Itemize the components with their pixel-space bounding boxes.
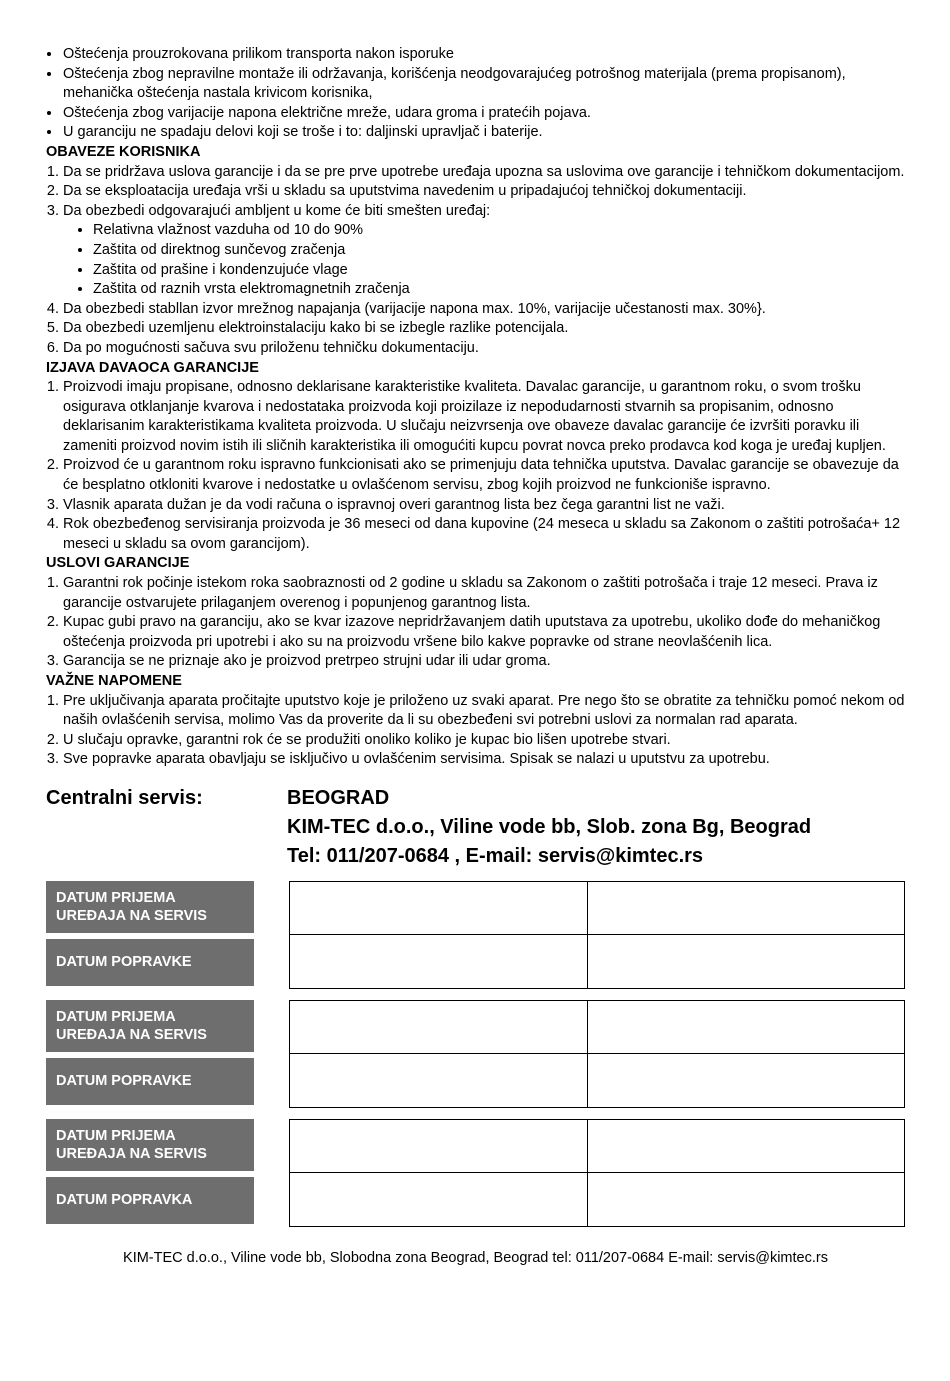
- list-item: • Zaštita od direktnog sunčevog zračenja: [93, 241, 905, 261]
- list-item: 3. Garancija se ne priznaje ako je proizvod pretrpeo strujni udar ili udar groma.: [63, 652, 905, 672]
- central-service-label: Centralni servis:: [46, 786, 203, 809]
- repair-date-cell: [588, 1173, 904, 1226]
- section-vazne-napomene: [46, 672, 905, 770]
- list-item: 6. Da po mogućnosti sačuva svu priloženu tehničku dokumentaciju.: [63, 339, 905, 359]
- receive-date-label: DATUM PRIJEMA UREĐAJA NA SERVIS: [46, 1119, 254, 1171]
- section-heading: VAŽNE NAPOMENE: [46, 673, 182, 689]
- repair-date-cell: [290, 1173, 588, 1226]
- list-item: 2. U slučaju opravke, garantni rok će se produžiti onoliko koliko je kupac bio lišen upotrebe stvari.: [63, 731, 905, 751]
- table-row: [290, 1120, 904, 1173]
- section-heading: IZJAVA DAVAOCA GARANCIJE: [46, 359, 259, 376]
- service-date-group-1: [46, 881, 905, 989]
- receive-date-cell: [588, 1001, 904, 1053]
- list-item: 3. Sve popravke aparata obavljaju se isključivo u ovlašćenim servisima. Spisak se nalazi u uputstvu za upotrebu.: [63, 750, 905, 770]
- list-item: • Zaštita od prašine i kondenzujuće vlage: [93, 261, 905, 281]
- intro-bullet-list: [46, 45, 905, 143]
- section-heading: OBAVEZE KORISNIKA: [46, 143, 201, 160]
- table-row: [290, 1001, 904, 1054]
- section-obaveze-korisnika: [46, 143, 905, 359]
- repair-date-label: DATUM POPRAVKE: [46, 1058, 254, 1105]
- repair-date-cell: [290, 1054, 588, 1107]
- service-date-cells: [289, 1119, 905, 1227]
- list-item: 5. Da obezbedi uzemljenu elektroinstalaciju kako bi se izbegle razlike potencijala.: [63, 319, 905, 339]
- list-item: • U garanciju ne spadaju delovi koji se troše i to: daljinski upravljač i baterije.: [62, 123, 905, 143]
- receive-date-cell: [588, 1120, 904, 1172]
- service-address: KIM-TEC d.o.o., Viline vode bb, Slob. zona Bg, Beograd: [287, 815, 812, 838]
- service-date-labels: [46, 1000, 254, 1108]
- repair-date-cell: [290, 935, 588, 988]
- service-date-labels: [46, 1119, 254, 1227]
- list-item: 3. Vlasnik aparata dužan je da vodi računa o ispravnoj overi garantnog lista bez čega garantni list ne važi.: [63, 496, 905, 516]
- list-item: • Relativna vlažnost vazduha od 10 do 90%: [93, 221, 905, 241]
- napomene-list: [46, 692, 905, 770]
- repair-date-cell: [588, 935, 904, 988]
- service-date-cells: [289, 1000, 905, 1108]
- table-row: [290, 1173, 904, 1226]
- list-item: 1. Pre uključivanja aparata pročitajte uputstvo koje je priloženo uz svaki aparat. Pre nego što se obratite za tehničku pomoć nekom od naših ovlašćenih servisa, molimo Vas da proverite da li su obezbeđeni svi potrebni uslovi za normalan rad aparata.: [63, 692, 905, 731]
- service-date-group-3: [46, 1119, 905, 1227]
- receive-date-cell: [290, 1001, 588, 1053]
- footer-contact-line: KIM-TEC d.o.o., Viline vode bb, Slobodna zona Beograd, Beograd tel: 011/207-0684 E-mail: servis@kimtec.rs: [123, 1249, 828, 1266]
- service-date-table: [46, 881, 905, 1227]
- list-item: 1. Proizvodi imaju propisane, odnosno deklarisane karakteristike kvaliteta. Davalac garancije, u garantnom roku, o svom trošku osigurava otklanjanje kvarova i nedostataka proizvoda koji proizilaze iz nepodudarnosti stvarnih sa propisanim, odnosno deklarisanim karakteristikama kvaliteta proizvoda. U slučaju neizvrsenja ove obaveze davalac garancije će izvršiti poravku ili zameniti proizvod novim istih ili sličnih karakteristika ili omogućiti kupcu povrat novca preko prodavca kod koga je uređaj kupljen.: [63, 378, 905, 456]
- service-date-group-2: [46, 1000, 905, 1108]
- list-item: • Oštećenja zbog varijacije napona električne mreže, udara groma i pratećih pojava.: [62, 104, 905, 124]
- receive-date-cell: [588, 882, 904, 934]
- service-contact: Tel: 011/207-0684 , E-mail: servis@kimtec.rs: [287, 844, 704, 867]
- repair-date-label: DATUM POPRAVKE: [46, 939, 254, 986]
- service-city: BEOGRAD: [287, 786, 390, 809]
- receive-date-cell: [290, 882, 588, 934]
- section-heading: USLOVI GARANCIJE: [46, 555, 190, 572]
- ambient-conditions-list: [77, 221, 905, 299]
- repair-date-label: DATUM POPRAVKA: [46, 1177, 254, 1224]
- table-row: [290, 1054, 904, 1107]
- list-item: 4. Rok obezbeđenog servisiranja proizvoda je 36 meseci od dana kupovine (24 meseca u skladu sa Zakonom o zaštiti potrošaća+ 12 meseci u skladu sa ovom garancijom).: [63, 515, 905, 554]
- table-row: [290, 882, 904, 935]
- service-date-cells: [289, 881, 905, 989]
- table-row: [290, 935, 904, 988]
- list-item: • Oštećenja prouzrokovana prilikom transporta nakon isporuke: [62, 45, 905, 65]
- repair-date-cell: [588, 1054, 904, 1107]
- list-item: • Oštećenja zbog nepravilne montaže ili održavanja, korišćenja neodgovarajućeg potrošnog materijala (prema propisanom), mehanička oštećenja nastala krivicom korisnika,: [62, 65, 905, 104]
- list-item: 4. Da obezbedi stabllan izvor mrežnog napajanja (varijacije napona max. 10%, varijacije učestanosti max. 30%}.: [63, 300, 905, 320]
- list-item: 1. Garantni rok počinje istekom roka saobraznosti od 2 godine u skladu sa Zakonom o zaštiti potrošača i traje 12 meseci. Prava iz garancije ostvarujete prilaganjem overenog i popunjenog garantnog lista.: [63, 574, 905, 613]
- list-item: • Zaštita od raznih vrsta elektromagnetnih zračenja: [93, 280, 905, 300]
- receive-date-label: DATUM PRIJEMA UREĐAJA NA SERVIS: [46, 881, 254, 933]
- list-item: [63, 202, 905, 300]
- uslovi-list: [46, 574, 905, 672]
- receive-date-label: DATUM PRIJEMA UREĐAJA NA SERVIS: [46, 1000, 254, 1052]
- list-item: 2. Kupac gubi pravo na garanciju, ako se kvar izazove nepridržavanjem datih uputstava za upotrebu, ukoliko dođe do mehaničkog oštećenja proizvoda pri upotrebi i ako su na proizvodu vršene bilo kakve popravke od strane neovlašćenih lica.: [63, 613, 905, 652]
- list-item: 2. Proizvod će u garantnom roku ispravno funkcionisati ako se primenjuju data tehnička uputstva. Davalac garancije se obavezuje da će besplatno otkloniti kvarove i nedostatke u ovlašćenom servisu, zbog kojih proizvod ne funkcioniše ispravno.: [63, 456, 905, 495]
- section-izjava-davaoca-garancije: [46, 359, 905, 555]
- central-service-header: [46, 784, 905, 871]
- list-item-text: Da obezbedi odgovarajući ambljent u kome će biti smešten uređaj:: [63, 202, 491, 219]
- service-date-labels: [46, 881, 254, 989]
- obaveze-list: [46, 163, 905, 359]
- section-uslovi-garancije: [46, 554, 905, 672]
- list-item: 2. Da se eksploatacija uređaja vrši u skladu sa uputstvima navedenim u pripadajućoj tehničkoj dokumentaciji.: [63, 182, 905, 202]
- central-service-info: [287, 784, 811, 871]
- list-item: 1. Da se pridržava uslova garancije i da se pre prve upotrebe uređaja upozna sa uslovima ove garancije i tehničkom dokumentacijom.: [63, 163, 905, 183]
- izjava-list: [46, 378, 905, 554]
- receive-date-cell: [290, 1120, 588, 1172]
